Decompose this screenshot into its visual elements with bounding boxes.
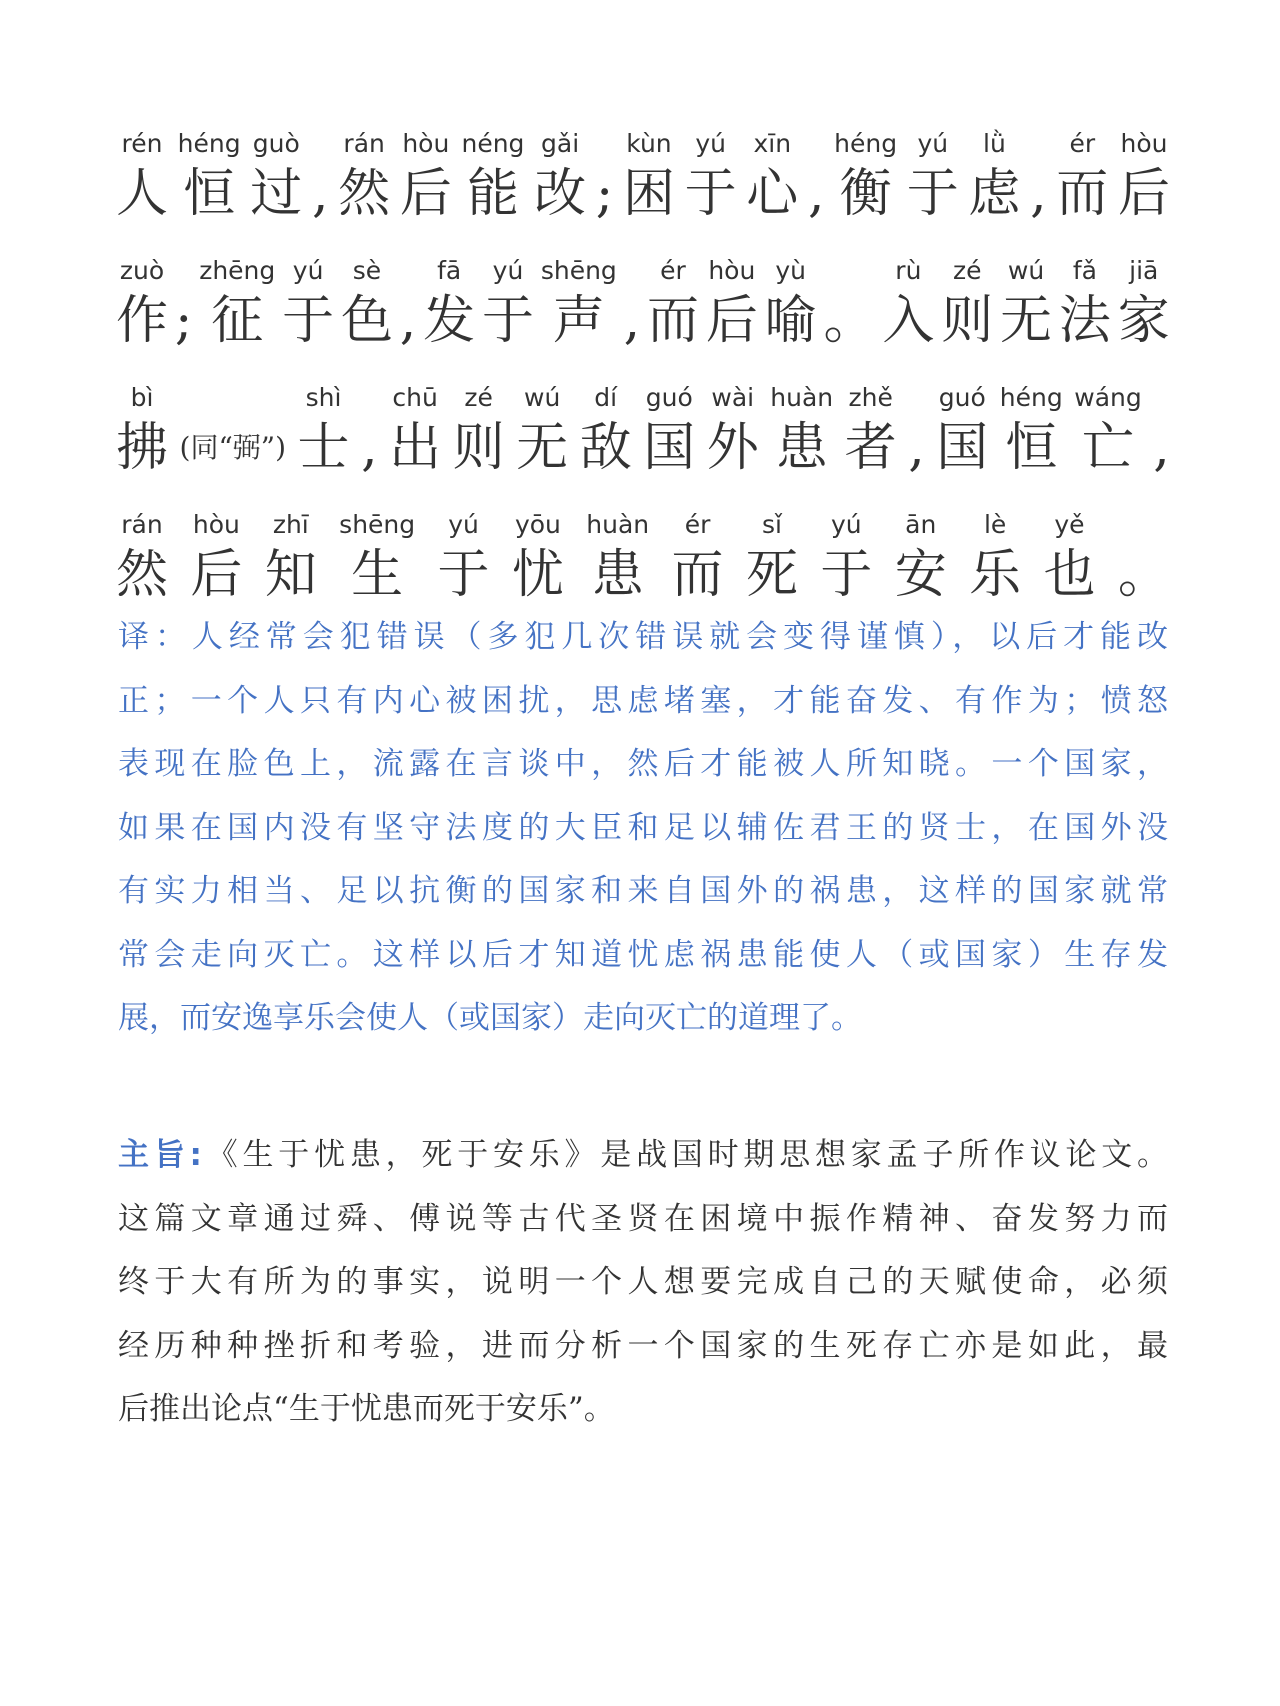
ruby-unit <box>175 254 193 354</box>
theme-label: 主旨: <box>118 1137 202 1173</box>
pinyin: wáng <box>1074 383 1142 412</box>
ruby-unit <box>936 381 988 481</box>
pinyin: shēng <box>540 256 617 285</box>
pinyin: wài <box>711 383 755 412</box>
hanzi: , <box>623 291 641 351</box>
ruby-unit <box>1059 254 1111 354</box>
ruby-unit <box>1074 381 1141 481</box>
hanzi: , <box>807 164 825 224</box>
ruby-unit <box>512 508 564 608</box>
ruby-unit <box>250 127 302 227</box>
ruby-unit <box>400 127 452 227</box>
translation-line: 常会走向灭亡。这样以后才知道忧虑祸患能使人（或国家）生存发 <box>118 936 1168 973</box>
hanzi: 虑 <box>968 164 1021 224</box>
pinyin: xīn <box>753 129 792 158</box>
ruby-unit <box>282 254 334 354</box>
ruby-unit <box>438 508 490 608</box>
ruby-unit <box>1153 381 1170 481</box>
pinyin: lǜ <box>983 129 1006 158</box>
pinyin: rén <box>121 129 163 158</box>
hanzi: 也 <box>1043 545 1096 605</box>
pinyin: fǎ <box>1072 256 1097 285</box>
hanzi: 而 <box>1056 164 1109 224</box>
hanzi: 于 <box>684 164 737 224</box>
hanzi: 忧 <box>511 545 564 605</box>
hanzi: 拂 <box>116 418 169 478</box>
hanzi: 能 <box>466 164 519 224</box>
ruby-unit <box>908 381 925 481</box>
ruby-unit <box>541 254 617 354</box>
hanzi: , <box>311 164 329 224</box>
pinyin: sǐ <box>761 510 782 539</box>
hanzi: 后 <box>399 164 452 224</box>
ruby-unit <box>672 508 724 608</box>
pinyin: rù <box>895 256 922 285</box>
ruby-unit <box>312 127 329 227</box>
ruby-unit <box>1118 508 1170 608</box>
ruby-unit <box>1118 127 1170 227</box>
hanzi: 。 <box>823 291 876 351</box>
ruby-unit <box>969 508 1021 608</box>
ruby-unit <box>265 508 317 608</box>
translation-paragraph <box>118 606 1168 1051</box>
hanzi: ; <box>595 164 614 224</box>
ruby-unit <box>706 254 758 354</box>
hanzi: 于 <box>437 545 490 605</box>
hanzi: 无 <box>1000 291 1053 351</box>
hanzi: 则 <box>941 291 994 351</box>
ruby-unit <box>423 254 475 354</box>
pinyin: zé <box>464 383 493 412</box>
hanzi: 者 <box>844 418 897 478</box>
hanzi: 患 <box>775 418 828 478</box>
hanzi: 敌 <box>579 418 632 478</box>
pinyin: néng <box>461 129 525 158</box>
theme-line: 经历种种挫折和考验，进而分析一个国家的生死存亡亦是如此，最 <box>118 1327 1168 1364</box>
hanzi: ; <box>174 291 193 351</box>
hanzi: 恒 <box>183 164 236 224</box>
hanzi: 色 <box>340 291 393 351</box>
hanzi: 然 <box>116 545 169 605</box>
hanzi: 喻 <box>764 291 817 351</box>
hanzi: 征 <box>211 291 264 351</box>
ruby-unit <box>298 381 350 481</box>
hanzi: 作 <box>116 291 169 351</box>
pinyin: hòu <box>402 129 450 158</box>
ruby-unit <box>1118 254 1170 354</box>
ruby-unit <box>453 381 505 481</box>
ruby-unit <box>338 127 390 227</box>
ruby-unit <box>190 508 242 608</box>
pinyin: rán <box>121 510 163 539</box>
ruby-unit <box>643 381 695 481</box>
hanzi: 生 <box>351 545 404 605</box>
pinyin: ér <box>1069 129 1096 158</box>
hanzi: , <box>908 418 925 478</box>
translation-line: 译：人经常会犯错误（多犯几次错误就会变得谨慎），以后才能改 <box>118 619 1168 655</box>
theme-text: 《生于忧患，死于安乐》是战国时期思想家孟子所作议论文。 <box>201 1137 1168 1173</box>
hanzi: 死 <box>745 545 798 605</box>
hanzi: 安 <box>894 545 947 605</box>
pinyin: yú <box>292 256 324 285</box>
pinyin: ér <box>684 510 711 539</box>
pinyin: zhī <box>272 510 309 539</box>
ruby-unit <box>116 127 168 227</box>
pinyin: guó <box>645 383 693 412</box>
pinyin: yōu <box>514 510 561 539</box>
ruby-unit <box>1056 127 1108 227</box>
pinyin: shēng <box>339 510 416 539</box>
pinyin: jiā <box>1129 256 1159 285</box>
ruby-unit <box>941 254 993 354</box>
hanzi: 于 <box>906 164 959 224</box>
pinyin: hòu <box>708 256 756 285</box>
pinyin: zhēng <box>199 256 276 285</box>
pinyin: wú <box>524 383 561 412</box>
hanzi: 国 <box>643 418 696 478</box>
ruby-unit <box>116 508 168 608</box>
ruby-unit <box>1043 508 1095 608</box>
pinyin: yě <box>1054 510 1085 539</box>
pinyin: gǎi <box>541 129 580 158</box>
hanzi: 而 <box>646 291 699 351</box>
ruby-unit <box>770 381 833 481</box>
hanzi: 则 <box>452 418 505 478</box>
ruby-unit <box>199 254 275 354</box>
hanzi: 乐 <box>969 545 1022 605</box>
ruby-unit <box>516 381 568 481</box>
ruby-unit <box>482 254 534 354</box>
ruby-unit <box>746 508 798 608</box>
pinyin: kùn <box>626 129 672 158</box>
hanzi: 国 <box>936 418 989 478</box>
ruby-unit <box>580 381 632 481</box>
theme-line: 后推出论点“生于忧患而死于安乐”。 <box>118 1391 615 1427</box>
pinyin: héng <box>177 129 241 158</box>
hanzi: 后 <box>1117 164 1170 224</box>
hanzi: 知 <box>264 545 317 605</box>
hanzi: 而 <box>671 545 724 605</box>
ruby-unit <box>339 508 415 608</box>
hanzi: 士 <box>297 418 350 478</box>
ruby-unit <box>907 127 959 227</box>
original-line <box>116 354 1170 481</box>
pinyin: rán <box>343 129 385 158</box>
original-line <box>116 481 1170 608</box>
ruby-unit <box>1030 127 1047 227</box>
ruby-unit <box>116 381 168 481</box>
ruby-unit <box>389 381 441 481</box>
translation-line: 表现在脸色上，流露在言谈中，然后才能被人所知晓。一个国家， <box>118 746 1168 782</box>
hanzi: 于 <box>820 545 873 605</box>
ruby-unit <box>534 127 586 227</box>
ruby-unit <box>116 254 168 354</box>
translation-line: 正；一个人只有内心被困扰，思虑堵塞，才能奋发、有作为；愤怒 <box>118 682 1168 719</box>
pinyin: hòu <box>192 510 240 539</box>
ruby-unit <box>685 127 737 227</box>
pinyin: chū <box>392 383 438 412</box>
hanzi: 困 <box>622 164 675 224</box>
pinyin: wú <box>1007 256 1045 285</box>
original-line <box>116 227 1170 354</box>
pinyin: yú <box>831 510 862 539</box>
ruby-unit <box>1000 254 1052 354</box>
hanzi: 后 <box>190 545 243 605</box>
pinyin: yú <box>917 129 949 158</box>
ruby-unit <box>820 508 872 608</box>
hanzi: 过 <box>250 164 303 224</box>
hanzi: 法 <box>1058 291 1111 351</box>
pinyin: hòu <box>1120 129 1168 158</box>
ruby-unit <box>845 381 897 481</box>
pinyin: yú <box>448 510 479 539</box>
ruby-unit <box>834 127 897 227</box>
ruby-unit <box>400 254 417 354</box>
pinyin: héng <box>999 383 1063 412</box>
hanzi: 心 <box>746 164 799 224</box>
ruby-unit <box>882 254 934 354</box>
pinyin: huàn <box>770 383 834 412</box>
pinyin: yù <box>775 256 806 285</box>
hanzi: , <box>399 291 417 351</box>
hanzi: 。 <box>1117 545 1170 605</box>
hanzi: 于 <box>282 291 335 351</box>
hanzi: 出 <box>389 418 442 478</box>
theme-line <box>118 1124 1168 1188</box>
ruby-unit <box>596 127 614 227</box>
ruby-unit <box>624 254 641 354</box>
hanzi: 恒 <box>1005 418 1058 478</box>
ruby-unit <box>461 127 524 227</box>
ruby-unit <box>824 254 876 354</box>
pinyin: ān <box>905 510 937 539</box>
pinyin: zhě <box>848 383 893 412</box>
ruby-unit <box>341 254 393 354</box>
hanzi: 改 <box>534 164 587 224</box>
pinyin: bì <box>130 383 154 412</box>
hanzi: , <box>361 418 378 478</box>
ruby-unit <box>808 127 825 227</box>
pinyin: yú <box>492 256 524 285</box>
ruby-unit <box>361 381 378 481</box>
hanzi: 后 <box>705 291 758 351</box>
pinyin: huàn <box>586 510 650 539</box>
hanzi: , <box>1030 164 1047 224</box>
pinyin: fā <box>437 256 462 285</box>
theme-line: 这篇文章通过舜、傅说等古代圣贤在困境中振作精神、奋发努力而 <box>118 1200 1168 1237</box>
hanzi: (同“弼”) <box>179 431 287 464</box>
pinyin: héng <box>834 129 898 158</box>
ruby-unit <box>765 254 817 354</box>
hanzi: 无 <box>516 418 569 478</box>
hanzi: 外 <box>706 418 759 478</box>
hanzi: , <box>1153 418 1170 478</box>
pinyin: yú <box>695 129 726 158</box>
pinyin: zuò <box>119 256 165 285</box>
ruby-unit <box>586 508 649 608</box>
original-text-with-pinyin <box>116 100 1170 608</box>
hanzi: 家 <box>1117 291 1170 351</box>
ruby-unit <box>623 127 675 227</box>
ruby-unit <box>895 508 947 608</box>
hanzi: 亡 <box>1081 418 1134 478</box>
pinyin: lè <box>983 510 1007 539</box>
ruby-unit <box>707 381 759 481</box>
pinyin: dí <box>594 383 618 412</box>
hanzi: 患 <box>591 545 644 605</box>
theme-paragraph <box>118 1124 1168 1442</box>
ruby-unit <box>1000 381 1063 481</box>
ruby-unit <box>746 127 798 227</box>
pinyin: ér <box>660 256 686 285</box>
theme-line: 终于大有所为的事实，说明一个人想要完成自己的天赋使命，必须 <box>118 1264 1168 1300</box>
ruby-unit <box>968 127 1020 227</box>
translation-line: 展，而安逸享乐会使人（或国家）走向灭亡的道理了。 <box>118 1000 862 1036</box>
hanzi: 入 <box>882 291 935 351</box>
original-line <box>116 100 1170 227</box>
hanzi: 然 <box>338 164 391 224</box>
pinyin: guó <box>938 383 986 412</box>
hanzi: 声 <box>552 291 605 351</box>
translation-line: 如果在国内没有坚守法度的大臣和足以辅佐君王的贤士，在国外没 <box>118 809 1168 846</box>
hanzi: 衡 <box>839 164 892 224</box>
hanzi: 发 <box>423 291 476 351</box>
pinyin: sè <box>352 256 382 285</box>
pinyin: guò <box>252 129 300 158</box>
pinyin: shì <box>305 383 342 412</box>
hanzi: 人 <box>116 164 169 224</box>
pinyin: zé <box>952 256 982 285</box>
hanzi: 于 <box>481 291 534 351</box>
ruby-unit <box>178 127 241 227</box>
translation-line: 有实力相当、足以抗衡的国家和来自国外的祸患，这样的国家就常 <box>118 873 1168 909</box>
ruby-unit <box>647 254 699 354</box>
ruby-unit <box>180 373 286 481</box>
